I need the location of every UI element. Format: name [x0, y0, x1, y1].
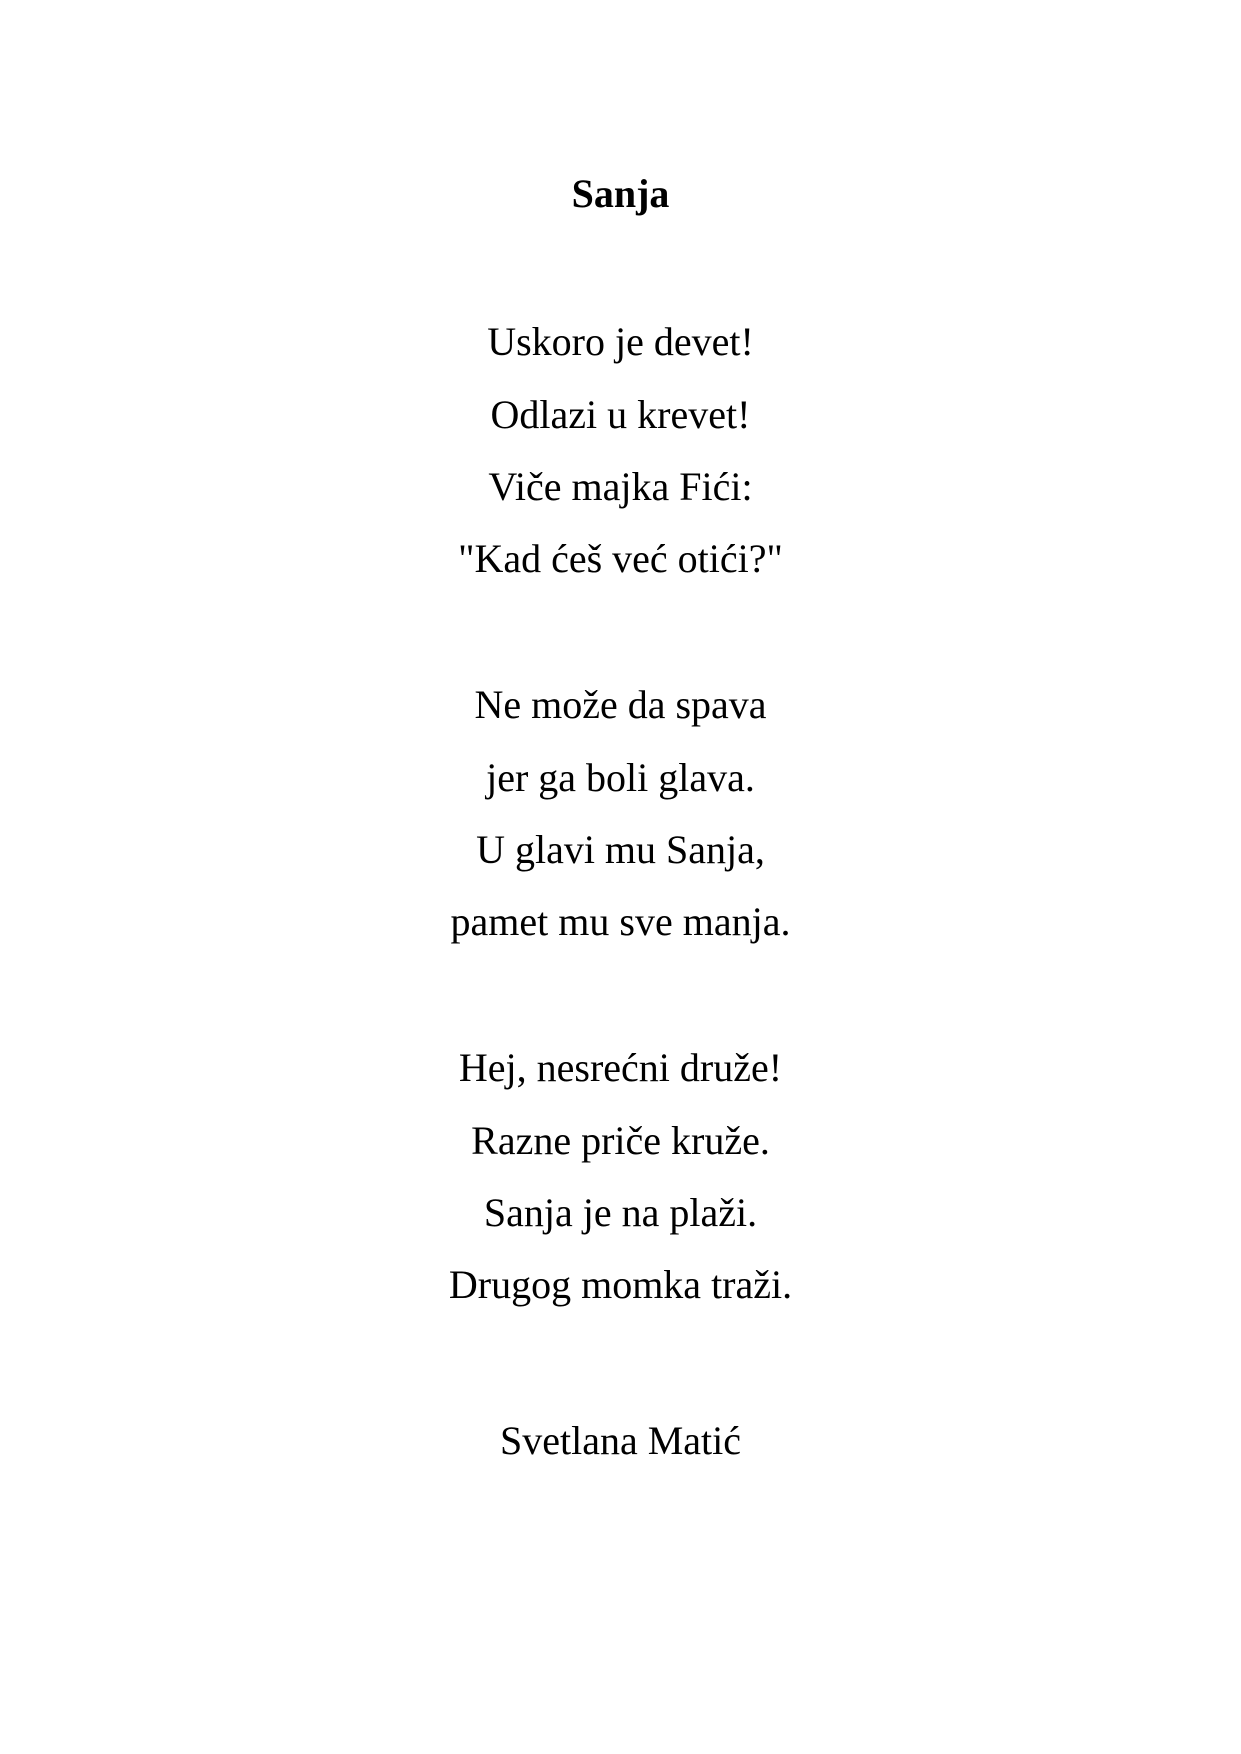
poem-line: Razne priče kruže. [471, 1118, 770, 1163]
poem-line: Odlazi u krevet! [490, 392, 751, 437]
poem-line: Viče majka Fići: [488, 464, 753, 509]
poem-line: U glavi mu Sanja, [476, 827, 765, 872]
poem-line: Drugog momka traži. [448, 1262, 793, 1307]
poem-line: Ne može da spava [474, 682, 767, 727]
poem-title: Sanja [571, 171, 670, 216]
poem-line: "Kad ćeš već otići?" [458, 536, 783, 581]
poem-line: pamet mu sve manja. [450, 899, 791, 944]
poem-line: Hej, nesrećni druže! [458, 1045, 783, 1090]
poem-line: Uskoro je devet! [487, 319, 754, 364]
poem-line: Sanja je na plaži. [483, 1190, 758, 1235]
poem-line: jer ga boli glava. [486, 755, 755, 800]
poem-author: Svetlana Matić [499, 1418, 742, 1463]
